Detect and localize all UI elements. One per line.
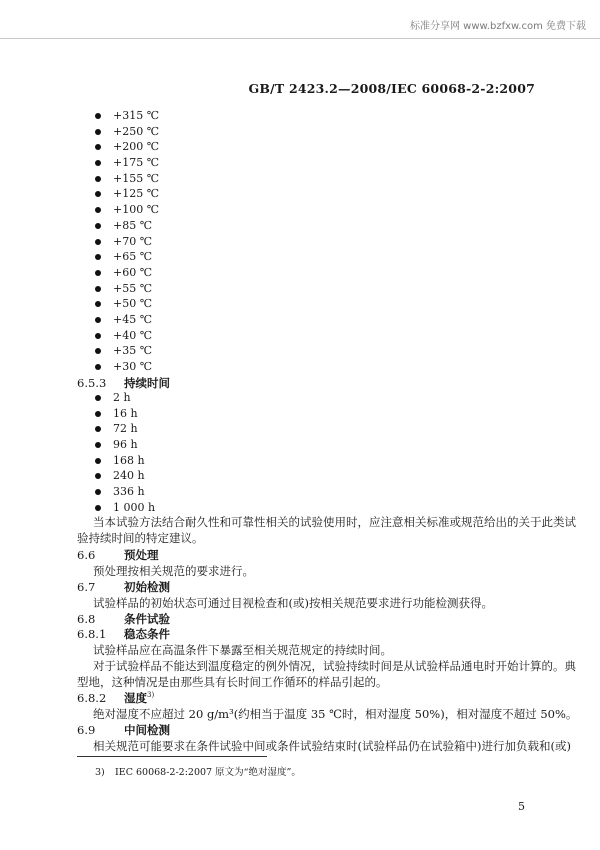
list-item-text: +100 ℃ bbox=[113, 203, 160, 217]
section-number: 6.8.2 bbox=[77, 691, 107, 705]
list-item-text: 16 h bbox=[113, 406, 138, 420]
bullet-icon bbox=[95, 113, 101, 119]
section-title: 条件试验 bbox=[124, 612, 170, 626]
section-6-8-1-para-2-line-2: 型地，这种情况是由那些具有长时间工作循环的样品引起的。 bbox=[77, 675, 388, 689]
bullet-icon bbox=[95, 426, 101, 432]
list-item bbox=[95, 124, 159, 140]
list-item-text: +250 ℃ bbox=[113, 124, 160, 138]
section-number: 6.5.3 bbox=[77, 376, 107, 390]
list-item bbox=[95, 343, 159, 359]
list-item-text: 168 h bbox=[113, 453, 145, 467]
list-item bbox=[95, 453, 155, 469]
section-6-6-text: 预处理按相关规范的要求进行。 bbox=[93, 564, 254, 578]
list-item-text: +50 ℃ bbox=[113, 297, 153, 311]
bullet-icon bbox=[95, 176, 101, 182]
list-item-text: +175 ℃ bbox=[113, 156, 160, 170]
list-item-text: +35 ℃ bbox=[113, 344, 153, 358]
list-item-text: 2 h bbox=[113, 391, 131, 404]
section-6-5-3-heading bbox=[77, 375, 170, 391]
section-title: 持续时间 bbox=[124, 376, 170, 390]
temperature-list bbox=[95, 108, 159, 375]
bullet-icon bbox=[95, 317, 101, 323]
footnote-divider bbox=[77, 756, 267, 757]
section-number: 6.8 bbox=[77, 612, 96, 626]
list-item bbox=[95, 421, 155, 437]
section-6-6-heading bbox=[77, 547, 159, 563]
section-6-8-1-para-2-line-1: 对于试验样品不能达到温度稳定的例外情况，试验持续时间是从试验样品通电时开始计算的。典 bbox=[93, 659, 576, 673]
section-6-7-text: 试验样品的初始状态可通过目视检查和(或)按相关规范要求进行功能检测获得。 bbox=[93, 596, 493, 610]
list-item bbox=[95, 155, 159, 171]
list-item bbox=[95, 296, 159, 312]
bullet-icon bbox=[95, 144, 101, 150]
list-item-text: 240 h bbox=[113, 469, 145, 483]
bullet-icon bbox=[95, 395, 101, 401]
section-title: 初始检测 bbox=[124, 580, 170, 594]
list-item-text: +200 ℃ bbox=[113, 140, 160, 154]
bullet-icon bbox=[95, 348, 101, 354]
bullet-icon bbox=[95, 160, 101, 166]
page-number: 5 bbox=[518, 800, 525, 813]
duration-list bbox=[95, 390, 155, 516]
bullet-icon bbox=[95, 254, 101, 260]
section-6-9-heading bbox=[77, 722, 170, 738]
section-6-7-heading bbox=[77, 579, 170, 595]
list-item-text: +85 ℃ bbox=[113, 218, 153, 232]
bullet-icon bbox=[95, 411, 101, 417]
bullet-icon bbox=[95, 458, 101, 464]
section-title: 中间检测 bbox=[124, 723, 170, 737]
footnote-reference: 3) bbox=[147, 691, 155, 700]
bullet-icon bbox=[95, 333, 101, 339]
list-item bbox=[95, 328, 159, 344]
footnote bbox=[95, 764, 301, 778]
list-item bbox=[95, 468, 155, 484]
list-item bbox=[95, 108, 159, 124]
header-divider bbox=[0, 38, 600, 39]
bullet-icon bbox=[95, 301, 101, 307]
list-item-text: +70 ℃ bbox=[113, 234, 153, 248]
list-item-text: +65 ℃ bbox=[113, 250, 153, 264]
list-item bbox=[95, 202, 159, 218]
duration-note-line-2: 验持续时间的特定建议。 bbox=[77, 531, 204, 545]
section-title: 湿度 bbox=[124, 691, 147, 705]
list-item bbox=[95, 281, 159, 297]
list-item bbox=[95, 249, 159, 265]
bullet-icon bbox=[95, 270, 101, 276]
section-number: 6.9 bbox=[77, 723, 96, 737]
list-item-text: +60 ℃ bbox=[113, 265, 153, 279]
list-item bbox=[95, 265, 159, 281]
bullet-icon bbox=[95, 473, 101, 479]
list-item bbox=[95, 139, 159, 155]
list-item-text: +55 ℃ bbox=[113, 281, 153, 295]
footnote-text: IEC 60068-2-2:2007 原文为“绝对湿度”。 bbox=[115, 767, 301, 778]
bullet-icon bbox=[95, 442, 101, 448]
watermark-text: 标准分享网 www.bzfxw.com 免费下载 bbox=[410, 21, 586, 32]
list-item bbox=[95, 234, 159, 250]
list-item bbox=[95, 218, 159, 234]
footnote-number: 3) bbox=[95, 767, 105, 778]
section-6-8-2-heading bbox=[77, 690, 154, 706]
list-item-text: +155 ℃ bbox=[113, 171, 160, 185]
bullet-icon bbox=[95, 239, 101, 245]
list-item-text: 72 h bbox=[113, 422, 138, 436]
bullet-icon bbox=[95, 364, 101, 370]
list-item bbox=[95, 390, 155, 406]
bullet-icon bbox=[95, 489, 101, 495]
list-item bbox=[95, 312, 159, 328]
section-number: 6.7 bbox=[77, 580, 96, 594]
list-item bbox=[95, 406, 155, 422]
list-item-text: +40 ℃ bbox=[113, 328, 153, 342]
section-6-8-2-text: 绝对湿度不应超过 20 g/m³(约相当于温度 35 ℃时，相对湿度 50%)，相对湿度不超过 50%。 bbox=[93, 707, 578, 721]
duration-note-line-1: 当本试验方法结合耐久性和可靠性相关的试验使用时，应注意相关标准或规范给出的关于此类试 bbox=[93, 515, 576, 529]
list-item-text: 1 000 h bbox=[113, 500, 156, 514]
section-6-8-heading bbox=[77, 611, 170, 627]
bullet-icon bbox=[95, 505, 101, 511]
standard-number-header: GB/T 2423.2—2008/IEC 60068-2-2:2007 bbox=[248, 81, 535, 96]
list-item bbox=[95, 171, 159, 187]
section-6-8-1-para-1: 试验样品应在高温条件下暴露至相关规范规定的持续时间。 bbox=[93, 643, 392, 657]
list-item-text: +125 ℃ bbox=[113, 187, 160, 201]
list-item-text: 336 h bbox=[113, 485, 145, 499]
section-number: 6.8.1 bbox=[77, 627, 107, 641]
bullet-icon bbox=[95, 223, 101, 229]
list-item-text: +45 ℃ bbox=[113, 312, 153, 326]
list-item bbox=[95, 359, 159, 375]
bullet-icon bbox=[95, 207, 101, 213]
list-item bbox=[95, 484, 155, 500]
bullet-icon bbox=[95, 286, 101, 292]
list-item-text: +30 ℃ bbox=[113, 360, 153, 373]
bullet-icon bbox=[95, 191, 101, 197]
section-title: 稳态条件 bbox=[124, 627, 170, 641]
section-6-8-1-heading bbox=[77, 626, 170, 642]
list-item-text: +315 ℃ bbox=[113, 109, 160, 122]
section-number: 6.6 bbox=[77, 548, 96, 562]
section-6-9-text: 相关规范可能要求在条件试验中间或条件试验结束时(试验样品仍在试验箱中)进行加负载和(或) bbox=[93, 739, 571, 753]
list-item bbox=[95, 186, 159, 202]
bullet-icon bbox=[95, 129, 101, 135]
section-title: 预处理 bbox=[124, 548, 159, 562]
list-item bbox=[95, 437, 155, 453]
list-item-text: 96 h bbox=[113, 438, 138, 452]
